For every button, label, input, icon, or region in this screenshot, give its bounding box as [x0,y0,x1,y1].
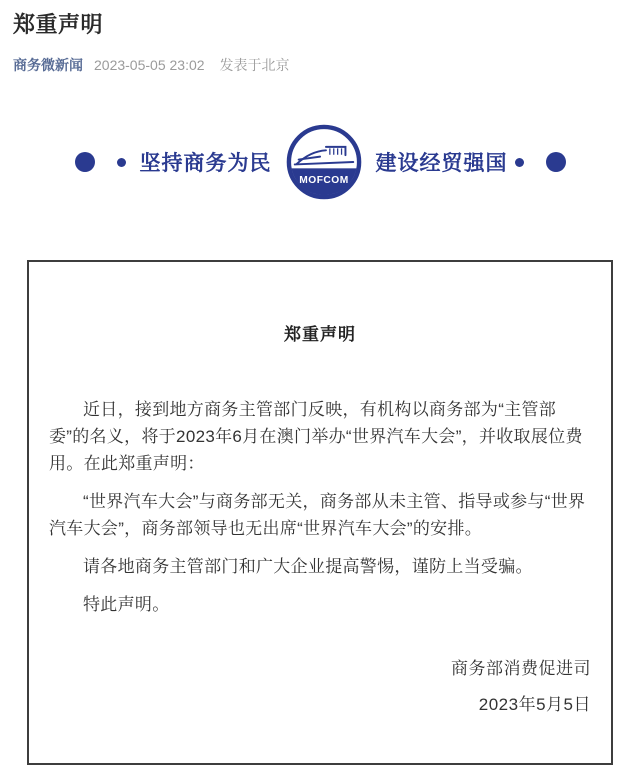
statement-paragraph: 特此声明。 [83,595,170,614]
logo-text: MOFCOM [298,174,349,186]
statement-paragraph: 近日，接到地方商务主管部门反映，有机构以商务部为“主管部委”的名义，将于2023年6月在澳门举办“世界汽车大会”，并收取展位费用。在此郑重声明： [49,400,583,473]
statement-title: 郑重声明 [284,325,356,344]
banner-image[interactable] [13,114,627,210]
statement-paragraph: “世界汽车大会”与商务部无关，商务部从未主管、指导或参与“世界汽车大会”，商务部领导也无出席“世界汽车大会”的安排。 [49,492,586,538]
statement-body [49,396,591,618]
publish-timestamp: 2023-05-05 23:02 [94,57,205,73]
publish-location: 发表于北京 [219,57,290,73]
statement-image[interactable] [27,260,613,765]
statement-paragraph: 请各地商务主管部门和广大企业提高警惕，谨防上当受骗。 [83,557,533,576]
dot-icon-small-left [117,158,126,167]
dot-icon-large-left [75,152,95,172]
byline [13,56,627,74]
banner-slogan-right: 建设经贸强国 [375,152,508,175]
signer-name: 商务部消费促进司 [451,659,591,678]
signature-date: 2023年5月5日 [478,695,591,714]
banner-slogan-left: 坚持商务为民 [139,152,272,175]
statement-signature [49,655,591,718]
dot-icon-large-right [546,152,566,172]
dot-icon-small-right [515,158,524,167]
account-link[interactable]: 商务微新闻 [13,57,83,73]
mofcom-logo-icon [285,123,363,201]
page-title: 郑重声明 [13,12,104,37]
